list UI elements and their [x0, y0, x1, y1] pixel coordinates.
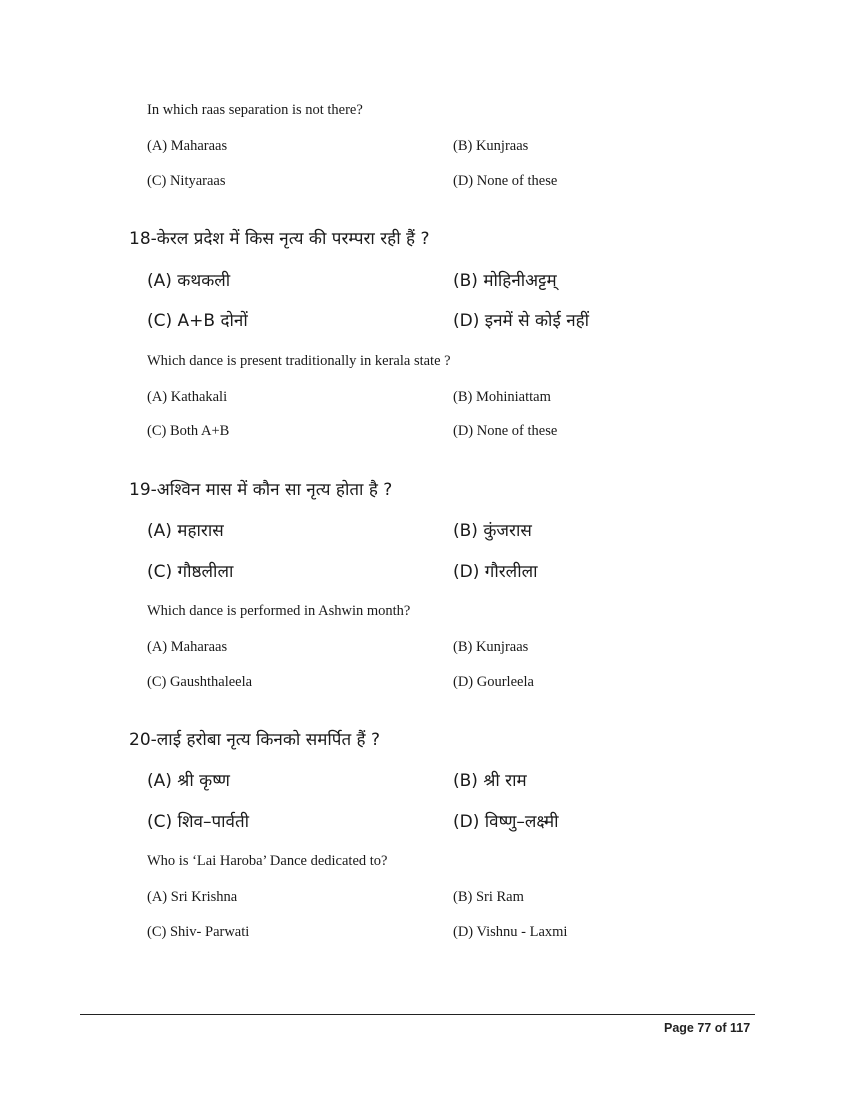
q18-question-hi: 18-केरल प्रदेश में किस नृत्य की परम्परा रही हैं ? — [129, 229, 430, 249]
q17-option-b-en: (B) Kunjraas — [453, 138, 529, 154]
q20-question-hi: 20-लाई हरोबा नृत्य किनको समर्पित हैं ? — [129, 730, 380, 750]
q18-option-a-hi: (A) कथकली — [147, 271, 231, 291]
q20-option-b-en: (B) Sri Ram — [453, 889, 524, 905]
q17-question-en: In which raas separation is not there? — [147, 102, 363, 118]
q18-question-en: Which dance is present traditionally in kerala state ? — [147, 353, 451, 369]
q20-option-a-hi: (A) श्री कृष्ण — [147, 771, 230, 791]
q19-option-c-en: (C) Gaushthaleela — [147, 674, 253, 690]
page-number: Page 77 of 117 — [664, 1021, 751, 1035]
q20-option-b-hi: (B) श्री राम — [453, 771, 527, 791]
q20-question-en: Who is ‘Lai Haroba’ Dance dedicated to? — [147, 853, 388, 869]
q19-option-d-en: (D) Gourleela — [453, 674, 534, 690]
q18-option-b-hi: (B) मोहिनीअट्टम् — [453, 271, 557, 291]
q18-option-d-hi: (D) इनमें से कोई नहीं — [453, 311, 590, 331]
q19-option-b-en: (B) Kunjraas — [453, 639, 529, 655]
q17-option-d-en: (D) None of these — [453, 173, 558, 189]
q18-option-b-en: (B) Mohiniattam — [453, 389, 551, 405]
q19-option-d-hi: (D) गौरलीला — [453, 562, 538, 582]
q18-option-c-hi: (C) A+B दोनों — [147, 311, 248, 331]
q18-option-c-en: (C) Both A+B — [147, 423, 230, 439]
q20-option-c-hi: (C) शिव–पार्वती — [147, 812, 250, 832]
q18-option-a-en: (A) Kathakali — [147, 389, 228, 405]
q20-option-d-hi: (D) विष्णु–लक्ष्मी — [453, 812, 559, 832]
q17-option-a-en: (A) Maharaas — [147, 138, 228, 154]
q19-option-c-hi: (C) गौष्ठलीला — [147, 562, 234, 582]
q18-option-d-en: (D) None of these — [453, 423, 558, 439]
q19-option-a-hi: (A) महारास — [147, 521, 224, 541]
q20-option-c-en: (C) Shiv- Parwati — [147, 924, 250, 940]
q19-option-b-hi: (B) कुंजरास — [453, 521, 532, 541]
q19-question-hi: 19-अश्विन मास में कौन सा नृत्य होता है ? — [129, 480, 393, 500]
q20-option-a-en: (A) Sri Krishna — [147, 889, 238, 905]
footer-divider — [80, 1014, 755, 1015]
q19-question-en: Which dance is performed in Ashwin month? — [147, 603, 411, 619]
q20-option-d-en: (D) Vishnu - Laxmi — [453, 924, 568, 940]
q19-option-a-en: (A) Maharaas — [147, 639, 228, 655]
q17-option-c-en: (C) Nityaraas — [147, 173, 226, 189]
